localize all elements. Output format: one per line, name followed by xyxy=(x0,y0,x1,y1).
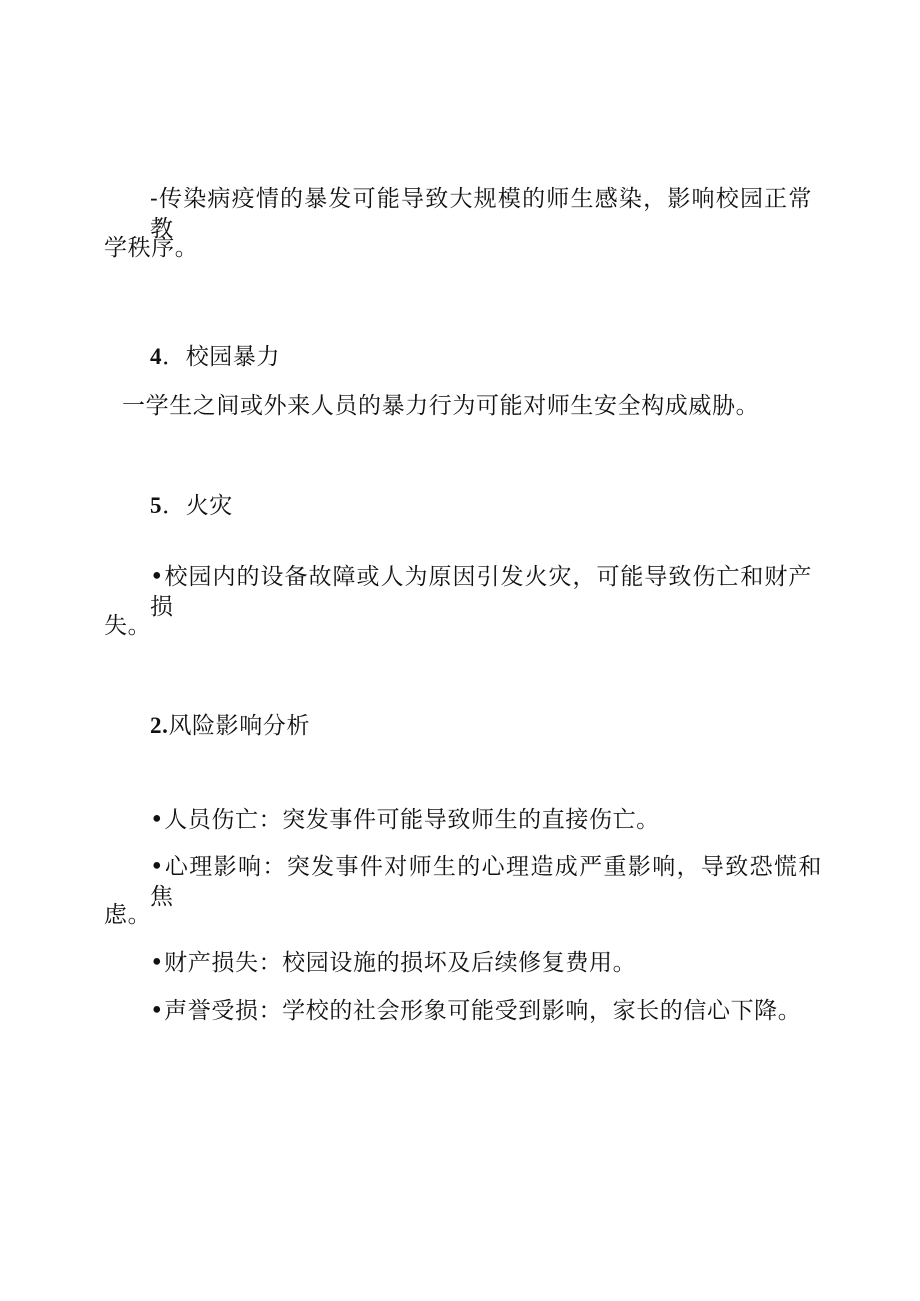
heading-number: 2. xyxy=(150,713,169,738)
paragraph-fire-line2: 失。 xyxy=(104,613,152,639)
bullet-item: •财产损失：校园设施的损坏及后续修复费用。 xyxy=(150,950,637,976)
heading-fire xyxy=(150,491,233,521)
paragraph-violence: 一学生之间或外来人员的暴力行为可能对师生安全构成威胁。 xyxy=(122,393,760,419)
bullet-item: •心理影响：突发事件对师生的心理造成严重影响，导致恐慌和焦 xyxy=(150,854,822,910)
heading-text: ．火灾 xyxy=(162,493,233,519)
bullet-item: •声誉受损：学校的社会形象可能受到影响，家长的信心下降。 xyxy=(150,998,802,1024)
heading-text: ．校园暴力 xyxy=(162,344,281,370)
paragraph-epidemic-line2: 学秩序。 xyxy=(104,235,199,261)
bullet-item: •人员伤亡：突发事件可能导致师生的直接伤亡。 xyxy=(150,807,660,833)
heading-school-violence xyxy=(150,342,280,372)
bullet-item-continuation: 虑。 xyxy=(104,902,152,928)
heading-text: 风险影响分析 xyxy=(168,713,311,739)
heading-number: 5 xyxy=(150,493,163,518)
paragraph-epidemic-line1: -传染病疫情的暴发可能导致大规模的师生感染，影响校园正常教 xyxy=(150,186,812,242)
heading-number: 4 xyxy=(150,344,163,369)
paragraph-fire-line1: •校园内的设备故障或人为原因引发火灾，可能导致伤亡和财产损 xyxy=(150,564,812,620)
heading-risk-impact xyxy=(150,711,310,741)
